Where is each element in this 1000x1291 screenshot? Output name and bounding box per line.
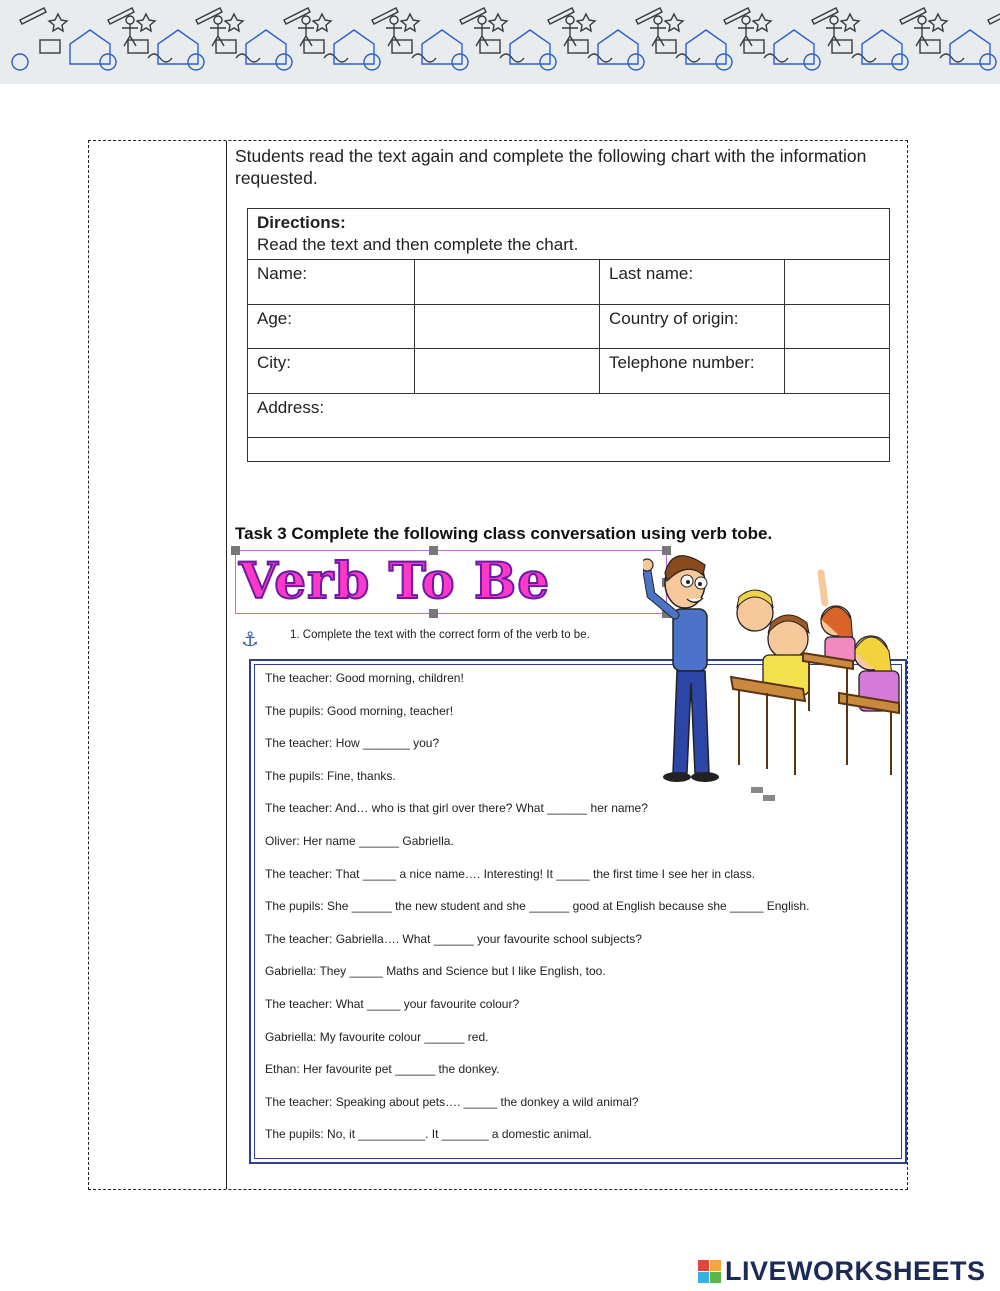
kid-icon bbox=[298, 24, 314, 46]
directions-chart bbox=[247, 208, 890, 462]
globe-icon bbox=[540, 54, 556, 70]
kid-icon bbox=[918, 16, 926, 24]
city-answer-cell[interactable] bbox=[415, 349, 600, 394]
classroom-illustration bbox=[643, 543, 905, 805]
globe-icon bbox=[980, 54, 996, 70]
laptop-icon bbox=[920, 40, 940, 53]
conversation-line: The pupils: No, it __________. It _______ a domestic animal. bbox=[265, 1127, 592, 1142]
anchor-icon: ⚓ bbox=[241, 629, 259, 651]
header-pattern-band bbox=[0, 0, 1000, 84]
intro-text: Students read the text again and complete the following chart with the information requested. bbox=[235, 146, 867, 188]
logo-cube bbox=[710, 1272, 721, 1283]
star-icon bbox=[577, 14, 595, 31]
kid-icon bbox=[302, 16, 310, 24]
kid-icon bbox=[914, 24, 930, 46]
globe-icon bbox=[804, 54, 820, 70]
laptop-icon bbox=[216, 40, 236, 53]
address-label: Address: bbox=[248, 394, 890, 438]
house-icon bbox=[598, 30, 638, 64]
laptop-icon bbox=[832, 40, 852, 53]
conversation-line: The pupils: She ______ the new student and she ______ good at English because she _____ English. bbox=[265, 899, 810, 914]
squiggle-icon bbox=[412, 54, 436, 62]
last-name-label: Last name: bbox=[600, 260, 785, 305]
squiggle-icon bbox=[588, 54, 612, 62]
star-icon bbox=[489, 14, 507, 31]
school-doodle-pattern bbox=[0, 0, 1000, 84]
squiggle-icon bbox=[852, 54, 876, 62]
kid-icon bbox=[562, 24, 578, 46]
laptop-icon bbox=[304, 40, 324, 53]
squiggle-icon bbox=[940, 54, 964, 62]
conversation-line: Oliver: Her name ______ Gabriella. bbox=[265, 834, 454, 848]
house-icon bbox=[686, 30, 726, 64]
globe-icon bbox=[628, 54, 644, 70]
kid-icon bbox=[830, 16, 838, 24]
kid-icon bbox=[650, 24, 666, 46]
conversation-line: The teacher: Good morning, children! bbox=[265, 671, 464, 685]
conversation-line: Gabriella: They _____ Maths and Science but I like English, too. bbox=[265, 964, 606, 979]
kid-icon bbox=[742, 16, 750, 24]
conversation-line: The teacher: Gabriella…. What ______ your favourite school subjects? bbox=[265, 931, 642, 946]
house-icon bbox=[422, 30, 462, 64]
logo-text: LIVEWORKSHEETS bbox=[725, 1255, 986, 1286]
liveworksheets-logo bbox=[698, 1256, 986, 1286]
squiggle-icon bbox=[236, 54, 260, 62]
house-icon bbox=[334, 30, 374, 64]
squiggle-icon bbox=[324, 54, 348, 62]
globe-icon bbox=[12, 54, 28, 70]
globe-icon bbox=[276, 54, 292, 70]
teacher-figure bbox=[643, 556, 719, 782]
verb-to-be-title: Verb To Be bbox=[239, 551, 551, 610]
squiggle-icon bbox=[676, 54, 700, 62]
address-answer-cell[interactable] bbox=[248, 438, 890, 462]
exercise-instruction: 1. Complete the text with the correct form of the verb to be. bbox=[290, 629, 590, 641]
task3-heading: Task 3 Complete the following class conversation using verb tobe. bbox=[235, 524, 773, 543]
pencil-icon bbox=[988, 8, 1000, 24]
country-answer-cell[interactable] bbox=[785, 305, 890, 349]
squiggle-icon bbox=[148, 54, 172, 62]
kid-icon bbox=[566, 16, 574, 24]
house-icon bbox=[950, 30, 990, 64]
conversation-line: The teacher: That _____ a nice name…. Interesting! It _____ the first time I see her in class. bbox=[265, 866, 756, 881]
house-icon bbox=[862, 30, 902, 64]
conversation-line: The teacher: Speaking about pets…. _____ the donkey a wild animal? bbox=[265, 1094, 639, 1109]
globe-icon bbox=[716, 54, 732, 70]
age-answer-cell[interactable] bbox=[415, 305, 600, 349]
laptop-icon bbox=[568, 40, 588, 53]
telephone-answer-cell[interactable] bbox=[785, 349, 890, 394]
conversation-line: The teacher: And… who is that girl over there? What ______ her name? bbox=[265, 801, 648, 816]
conversation-line: The teacher: What _____ your favourite colour? bbox=[265, 997, 520, 1011]
last-name-answer-cell[interactable] bbox=[785, 260, 890, 305]
star-icon bbox=[929, 14, 947, 31]
laptop-icon bbox=[392, 40, 412, 53]
house-icon bbox=[70, 30, 110, 64]
globe-icon bbox=[892, 54, 908, 70]
conversation-line: The pupils: Fine, thanks. bbox=[265, 768, 396, 783]
kid-icon bbox=[654, 16, 662, 24]
directions-label: Directions: bbox=[257, 213, 346, 232]
kid-icon bbox=[478, 16, 486, 24]
kid-icon bbox=[126, 16, 134, 24]
logo-cubes bbox=[698, 1260, 721, 1283]
laptop-icon bbox=[480, 40, 500, 53]
laptop-icon bbox=[128, 40, 148, 53]
star-icon bbox=[49, 14, 67, 31]
conversation-line: Gabriella: My favourite colour ______ red. bbox=[265, 1029, 489, 1044]
conversation-line: The teacher: How _______ you? bbox=[265, 736, 440, 751]
pencil-icon bbox=[20, 8, 46, 24]
house-icon bbox=[774, 30, 814, 64]
conversation-line: The pupils: Good morning, teacher! bbox=[265, 703, 454, 718]
laptop-icon bbox=[40, 40, 60, 53]
star-icon bbox=[225, 14, 243, 31]
kid-icon bbox=[474, 24, 490, 46]
logo-cube bbox=[698, 1260, 709, 1271]
squiggle-icon bbox=[764, 54, 788, 62]
name-answer-cell[interactable] bbox=[415, 260, 600, 305]
house-icon bbox=[158, 30, 198, 64]
worksheet-frame bbox=[88, 140, 908, 1190]
laptop-icon bbox=[656, 40, 676, 53]
kid-icon bbox=[210, 24, 226, 46]
house-icon bbox=[246, 30, 286, 64]
kid-icon bbox=[826, 24, 842, 46]
kid-icon bbox=[390, 16, 398, 24]
star-icon bbox=[841, 14, 859, 31]
country-label: Country of origin: bbox=[600, 305, 785, 349]
globe-icon bbox=[188, 54, 204, 70]
city-label: City: bbox=[248, 349, 415, 394]
conversation-line: Ethan: Her favourite pet ______ the donkey. bbox=[265, 1062, 500, 1077]
laptop-icon bbox=[744, 40, 764, 53]
kid-icon bbox=[738, 24, 754, 46]
globe-icon bbox=[100, 54, 116, 70]
star-icon bbox=[313, 14, 331, 31]
logo-cube bbox=[698, 1272, 709, 1283]
directions-cell bbox=[248, 209, 890, 260]
directions-text: Read the text and then complete the chart. bbox=[257, 235, 579, 254]
globe-icon bbox=[452, 54, 468, 70]
squiggle-icon bbox=[500, 54, 524, 62]
kid-icon bbox=[386, 24, 402, 46]
star-icon bbox=[137, 14, 155, 31]
star-icon bbox=[401, 14, 419, 31]
star-icon bbox=[753, 14, 771, 31]
kid-icon bbox=[214, 16, 222, 24]
logo-cube bbox=[710, 1260, 721, 1271]
kid-icon bbox=[122, 24, 138, 46]
name-label: Name: bbox=[248, 260, 415, 305]
telephone-label: Telephone number: bbox=[600, 349, 785, 394]
age-label: Age: bbox=[248, 305, 415, 349]
left-column bbox=[89, 141, 227, 1189]
star-icon bbox=[665, 14, 683, 31]
house-icon bbox=[510, 30, 550, 64]
globe-icon bbox=[364, 54, 380, 70]
